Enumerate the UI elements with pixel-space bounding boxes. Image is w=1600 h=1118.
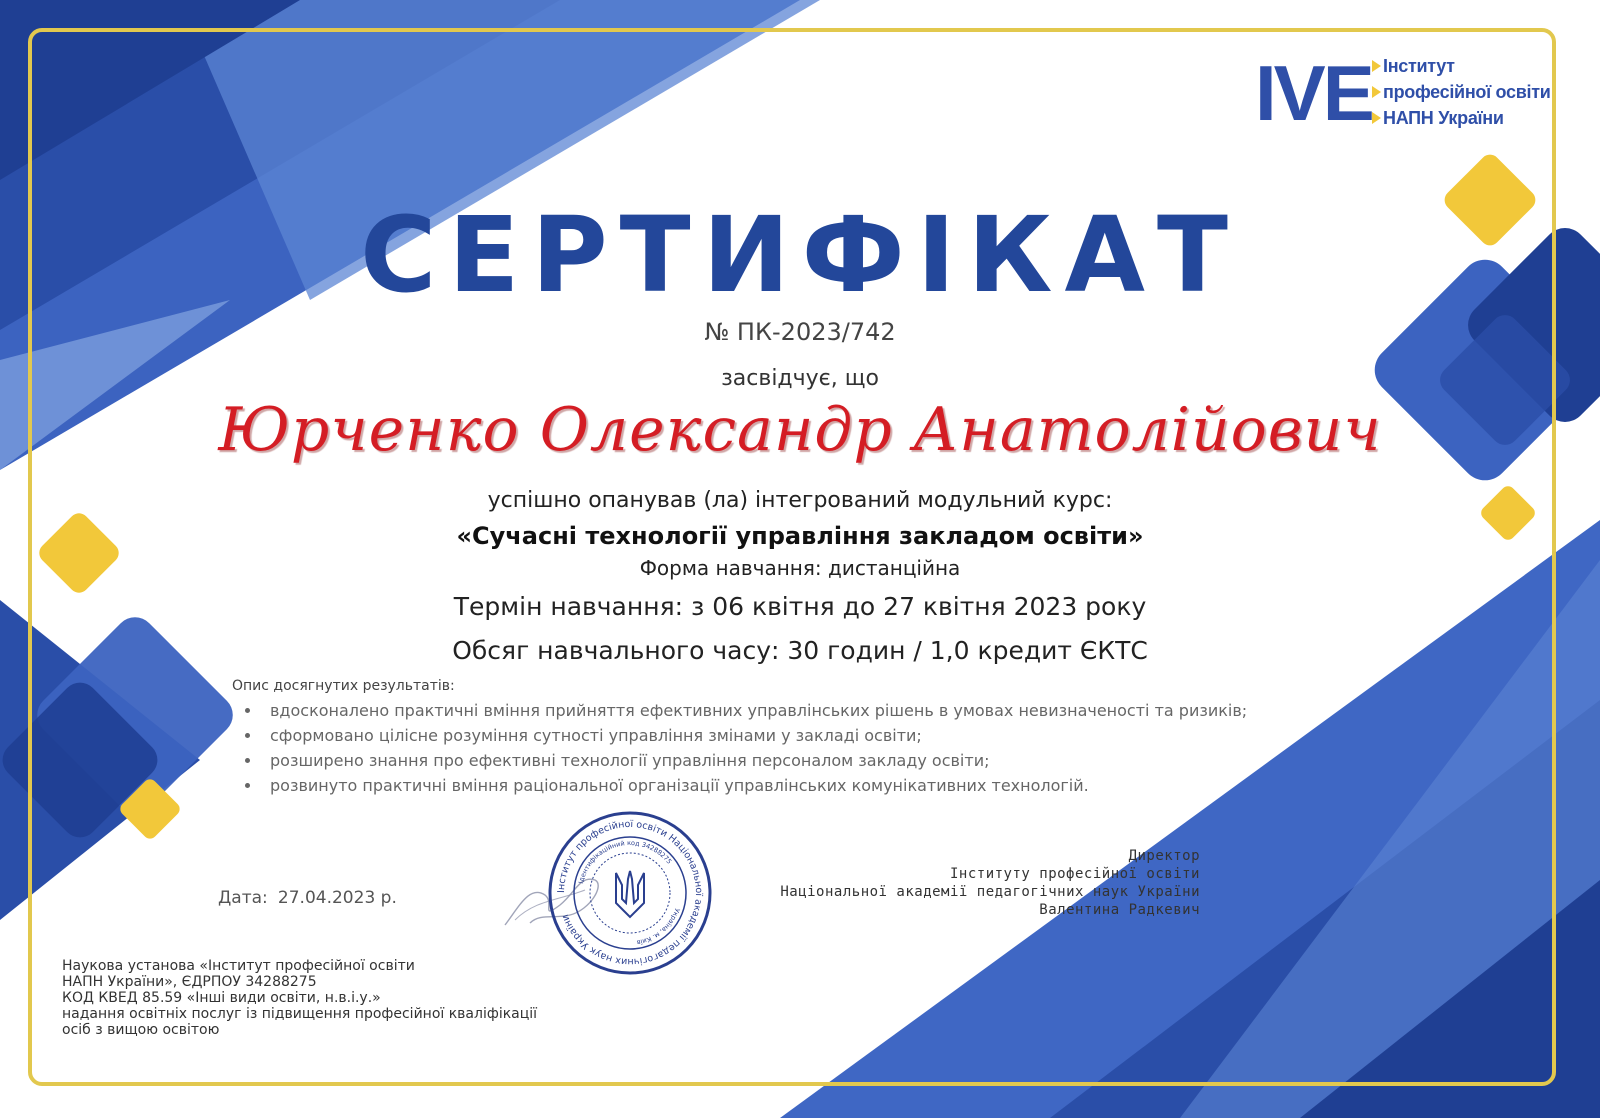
logo-line: Інститут (1383, 56, 1455, 76)
footer-line: НАПН України», ЄДРПОУ 34288275 (62, 974, 317, 990)
course-name: «Сучасні технології управління закладом освіти» (456, 522, 1144, 550)
logo-text (1383, 53, 1573, 131)
footer-line: Наукова установа «Інститут професійної освіти (62, 958, 415, 974)
study-term: Термін навчання: з 06 квітня до 27 квітня 2023 року (453, 592, 1147, 621)
director-academy: Національної академії педагогічних наук України (780, 884, 1200, 900)
institution-footer (62, 958, 622, 1038)
footer-line: осіб з вищою освітою (62, 1022, 220, 1038)
footer-line: надання освітніх послуг із підвищення професійної кваліфікації (62, 1006, 538, 1022)
list-item: • розширено знання про ефективні технології управління персоналом закладу освіти; (262, 748, 1332, 773)
footer-line: КОД КВЕД 85.59 «Інші види освіти, н.в.і.у.» (62, 990, 381, 1006)
trident-icon (616, 871, 644, 917)
logo-bullet-icon (1372, 60, 1381, 72)
date-value: 27.04.2023 р. (277, 888, 397, 908)
director-title: Директор (1128, 848, 1200, 864)
list-item: • розвинуто практичні вміння раціональної організації управлінських комунікативних технологій. (262, 773, 1332, 798)
logo-line: професійної освіти (1383, 82, 1551, 102)
logo-mark: IVE (1255, 49, 1372, 137)
study-form: Форма навчання: дистанційна (639, 556, 961, 580)
outcomes-list (232, 698, 1332, 798)
list-item: • сформовано цілісне розуміння сутності управління змінами у закладі освіти; (262, 723, 1332, 748)
outcomes-section (232, 678, 1332, 798)
director-signature-block (650, 847, 1200, 919)
director-institute: Інституту професійної освіти (949, 866, 1200, 882)
logo-bullet-icon (1372, 112, 1381, 124)
seal-code: Ідентифікаційний код 34288275 (576, 838, 674, 885)
institute-logo (1255, 50, 1555, 140)
certificate-title: СЕРТИФІКАТ (360, 194, 1240, 316)
logo-bullet-icon (1372, 86, 1381, 98)
study-volume: Обсяг навчального часу: 30 годин / 1,0 кредит ЄКТС (452, 636, 1148, 665)
director-name: Валентина Радкевич (1039, 902, 1200, 918)
list-item: • вдосконалено практичні вміння прийняття ефективних управлінських рішень в умовах невизначеності та ризиків; (262, 698, 1332, 723)
logo-line: НАПН України (1383, 108, 1504, 128)
course-intro: успішно опанував (ла) інтегрований модульний курс: (487, 488, 1113, 513)
seal-outer-text: Інститут професійної освіти Національної академії педагогічних наук України (555, 818, 705, 968)
recipient-name: Юрченко Олександр Анатолійович (218, 395, 1382, 465)
seal-city: Україна, м. Київ (636, 907, 682, 947)
date-label: Дата: (218, 888, 268, 908)
attests-text: засвідчує, що (721, 366, 879, 391)
issue-date (218, 888, 397, 908)
outcomes-title: Опис досягнутих результатів: (232, 678, 455, 694)
certificate-number: № ПК-2023/742 (704, 318, 896, 346)
